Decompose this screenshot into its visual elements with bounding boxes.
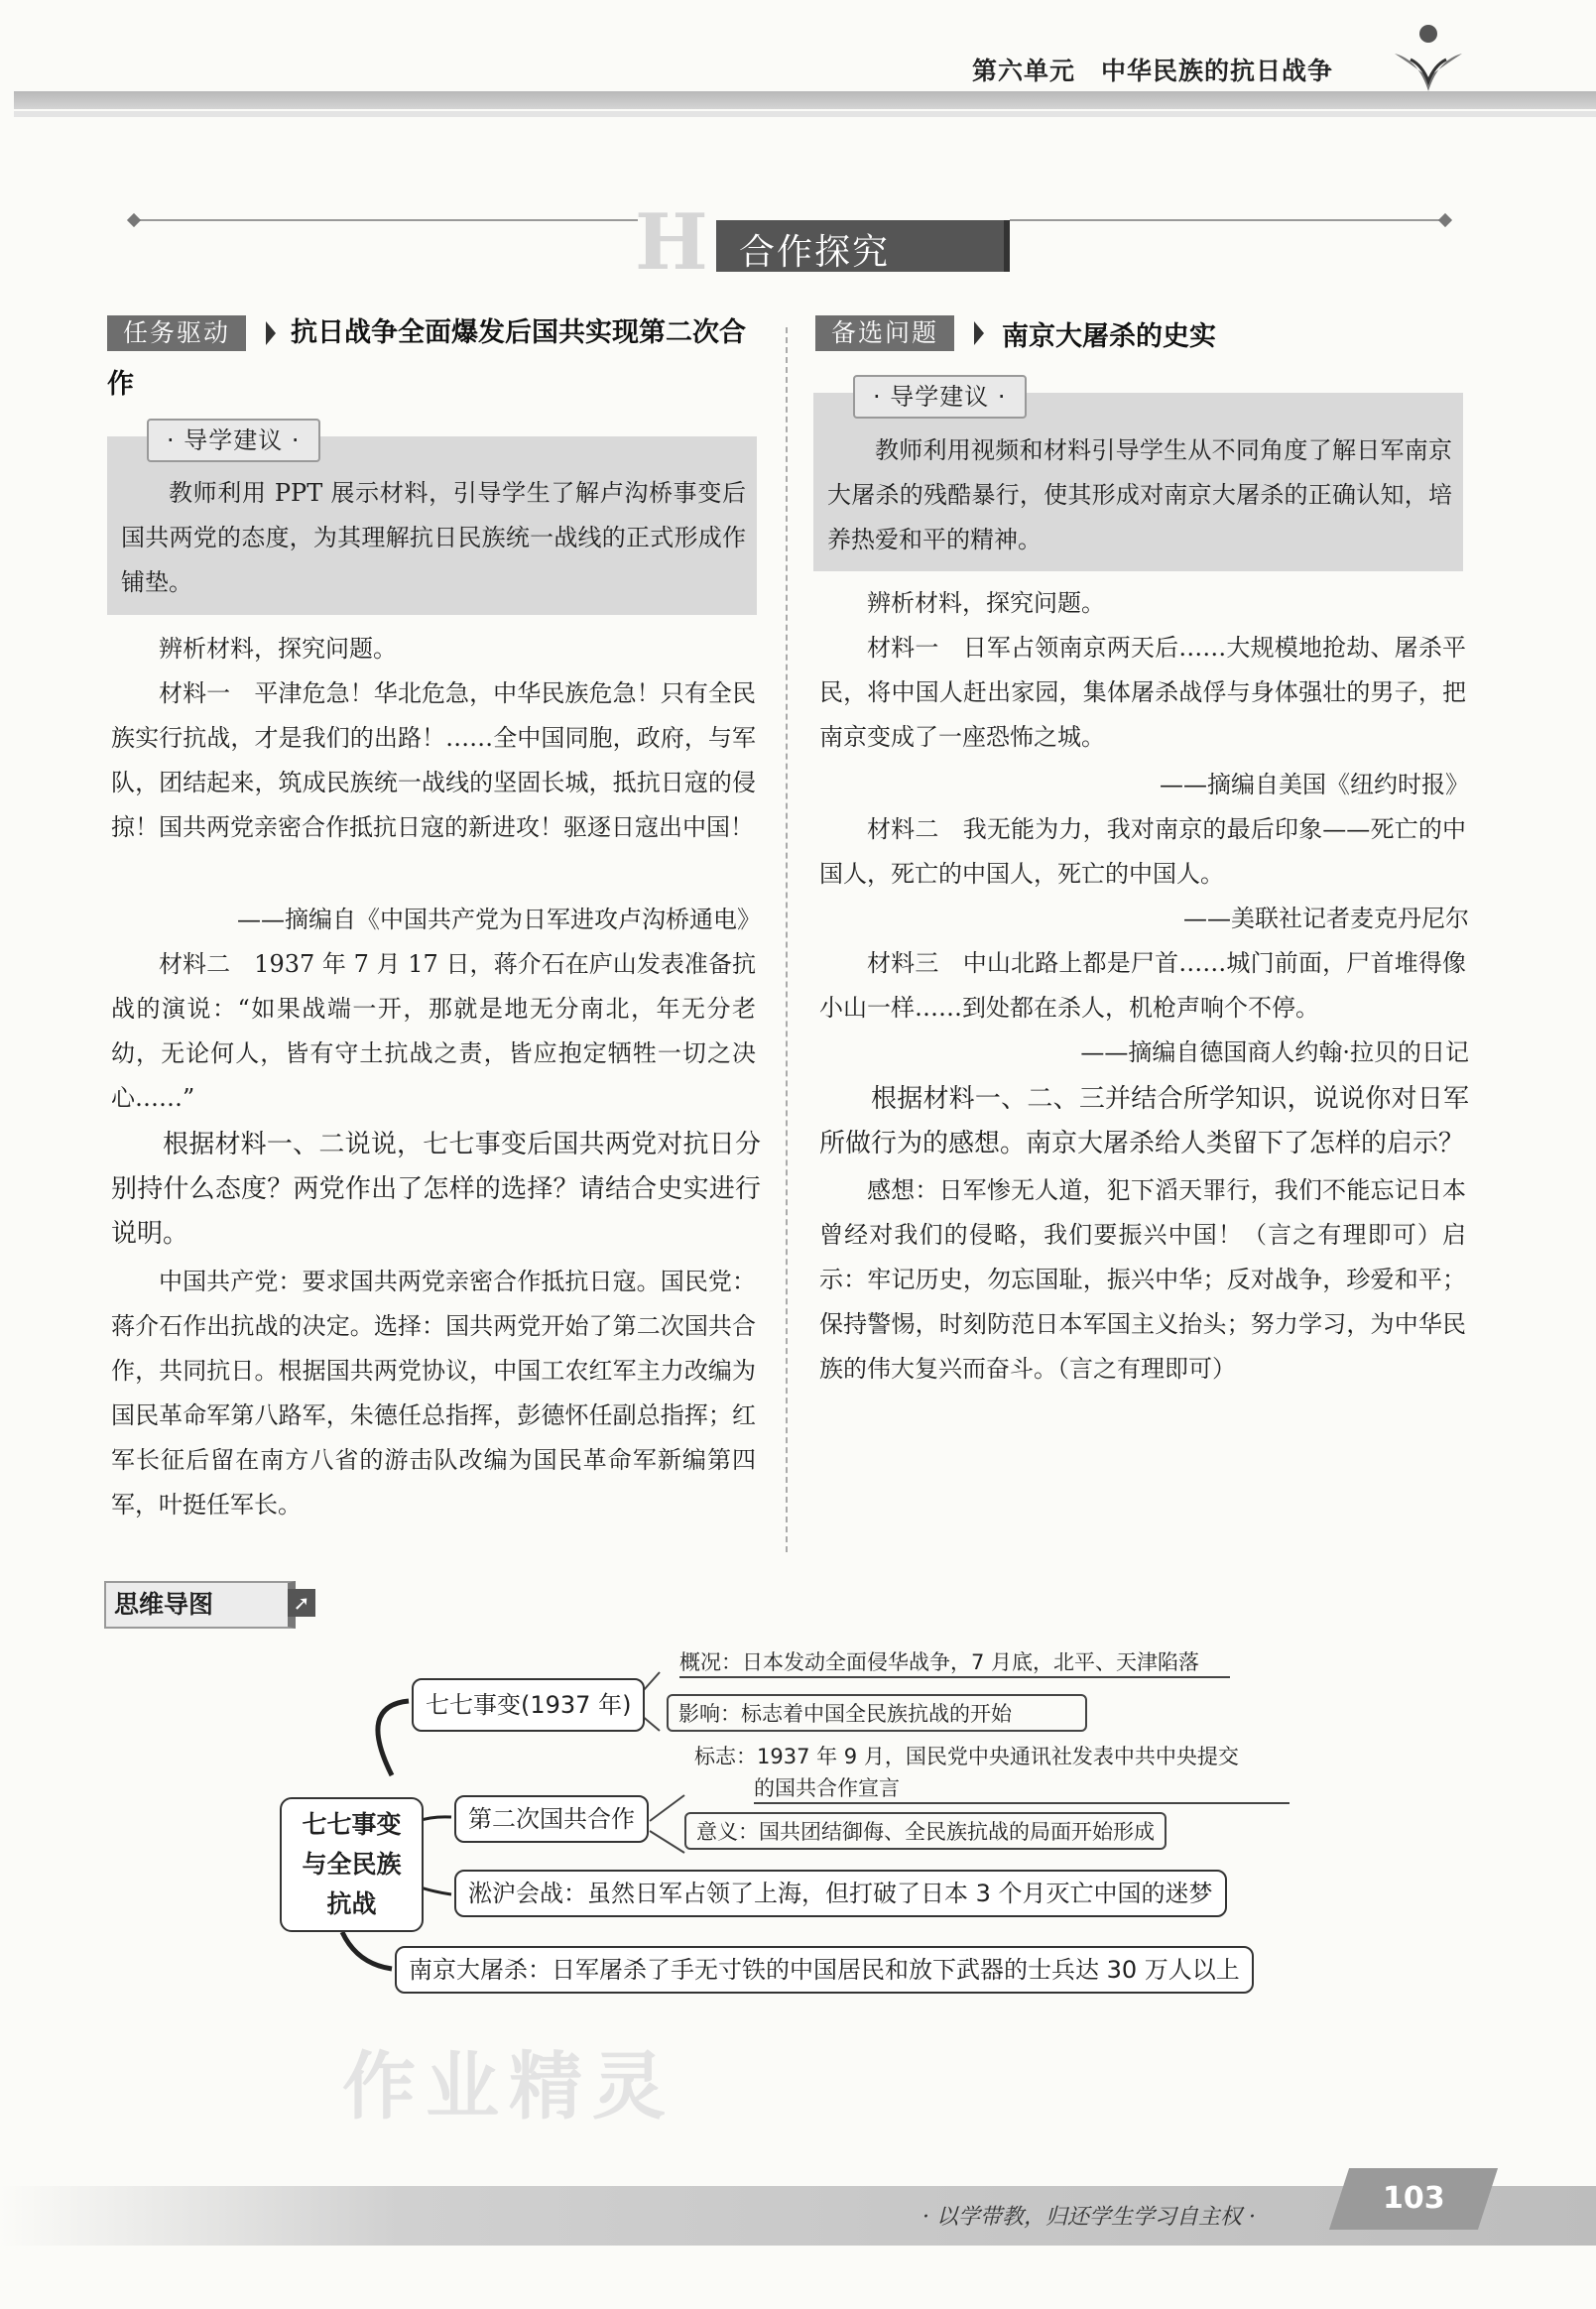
left-answer: 中国共产党：要求国共两党亲密合作抵抗日寇。国民党：蒋介石作出抗战的决定。选择：国共两党开始了第二次国共合作，共同抗日。根据国共两党协议，中国工农红军主力改编为国民革命军第八路军，朱德任总指挥，彭德怀任副总指挥；红军长征后留在南方八省的游击队改编为国民革命军新编第四军，叶挺任军长。 bbox=[111, 1268, 756, 1519]
mindmap-branch-cooperation: 第二次国共合作 bbox=[454, 1795, 649, 1843]
mindmap-center-node bbox=[280, 1797, 424, 1932]
incident-overview: 概况：日本发动全面侵华战争，7 月底，北平、天津陷落 bbox=[679, 1646, 1230, 1678]
left-intro: 辨析材料，探究问题。 bbox=[159, 635, 397, 663]
left-task-title: 抗日战争全面爆发后国共实现第二次合作 bbox=[107, 317, 746, 400]
right-material-1: 材料一 日军占领南京两天后……大规模地抢劫、屠杀平民，将中国人赶出家园，集体屠杀战俘与身体强壮的男子，把南京变成了一座恐怖之城。 bbox=[819, 634, 1466, 751]
right-material-2-source: ——美联社记者麦克丹尼尔 bbox=[1183, 905, 1469, 932]
left-material-1-source: ——摘编自《中国共产党为日军进攻卢沟桥通电》 bbox=[237, 906, 761, 933]
section-title: 合作探究 bbox=[739, 232, 891, 273]
right-task-title: 南京大屠杀的史实 bbox=[1002, 321, 1216, 352]
footer-slogan: · 以学带教，归还学生学习自主权 · bbox=[922, 2205, 1256, 2230]
left-material-1: 材料一 平津危急！华北危急，中华民族危急！只有全民族实行抗战，才是我们的出路！……全中国同胞，政府，与军队，团结起来，筑成民族统一战线的坚固长城，抵抗日寇的侵掠！国共两党亲密合作抵抗日寇的新进攻！驱逐日寇出中国！ bbox=[111, 679, 756, 841]
right-material-2: 材料二 我无能为力，我对南京的最后印象——死亡的中国人，死亡的中国人，死亡的中国人。 bbox=[819, 815, 1466, 888]
cooperation-mark-1: 标志：1937 年 9 月，国民党中央通讯社发表中共中央提交 bbox=[694, 1745, 1239, 1768]
arrow-icon: ➚ bbox=[288, 1589, 315, 1617]
right-material-1-source: ——摘编自美国《纽约时报》 bbox=[1160, 771, 1469, 798]
right-intro: 辨析材料，探究问题。 bbox=[867, 589, 1105, 617]
alternate-question-tag: 备选问题 bbox=[815, 315, 954, 351]
mindmap-branch-incident: 七七事变(1937 年) bbox=[412, 1678, 645, 1732]
right-guide-text: 教师利用视频和材料引导学生从不同角度了解日军南京大屠杀的残酷暴行，使其形成对南京大屠杀的正确认知，培养热爱和平的精神。 bbox=[827, 436, 1452, 553]
page-number-text: 103 bbox=[1382, 2181, 1445, 2216]
center-line-3: 抗战 bbox=[326, 1889, 377, 1918]
left-material-2: 材料二 1937 年 7 月 17 日，蒋介石在庐山发表准备抗战的演说：“如果战端一开，那就是地无分南北，年无分老幼，无论何人，皆有守土抗战之责，皆应抱定牺牲一切之决心……” bbox=[111, 950, 756, 1112]
unit-title: 第六单元 中华民族的抗日战争 bbox=[972, 57, 1334, 85]
incident-impact: 影响：标志着中国全民族抗战的开始 bbox=[667, 1694, 1087, 1732]
right-answer: 感想：日军惨无人道，犯下滔天罪行，我们不能忘记日本曾经对我们的侵略，我们要振兴中国！（言之有理即可）启示：牢记历史，勿忘国耻，振兴中华；反对战争，珍爱和平；保持警惕，时刻防范日本军国主义抬头；努力学习，为中华民族的伟大复兴而奋斗。（言之有理即可） bbox=[819, 1176, 1466, 1383]
left-guide-text: 教师利用 PPT 展示材料，引导学生了解卢沟桥事变后国共两党的态度，为其理解抗日民族统一战线的正式形成作铺垫。 bbox=[121, 479, 746, 596]
cooperation-significance: 意义：国共团结御侮、全民族抗战的局面开始形成 bbox=[684, 1812, 1166, 1850]
task-tag: 任务驱动 bbox=[107, 315, 246, 351]
mindmap-branch-nanjing: 南京大屠杀：日军屠杀了手无寸铁的中国居民和放下武器的士兵达 30 万人以上 bbox=[395, 1946, 1254, 1994]
page-number bbox=[1329, 2168, 1498, 2230]
watermark: 作业精灵 bbox=[342, 2044, 675, 2129]
right-guide-label: · 导学建议 · bbox=[853, 375, 1027, 419]
section-letter: H bbox=[635, 197, 708, 288]
mindmap-branch-songhu: 淞沪会战：虽然日军占领了上海，但打破了日本 3 个月灭亡中国的迷梦 bbox=[454, 1870, 1227, 1917]
left-guide-label: · 导学建议 · bbox=[147, 419, 320, 462]
left-question: 根据材料一、二说说，七七事变后国共两党对抗日分别持什么态度？两党作出了怎样的选择？请结合史实进行说明。 bbox=[111, 1130, 761, 1249]
center-line-1: 七七事变 bbox=[302, 1810, 402, 1839]
mindmap-tag: 思维导图 bbox=[104, 1581, 296, 1629]
right-material-3: 材料三 中山北路上都是尸首……城门前面，尸首堆得像小山一样……到处都在杀人，机枪声响个不停。 bbox=[819, 949, 1466, 1022]
right-material-3-source: ——摘编自德国商人约翰·拉贝的日记 bbox=[1080, 1038, 1469, 1066]
center-line-2: 与全民族 bbox=[302, 1850, 402, 1879]
right-question: 根据材料一、二、三并结合所学知识，说说你对日军所做行为的感想。南京大屠杀给人类留下了怎样的启示？ bbox=[819, 1084, 1469, 1158]
cooperation-mark-2: 的国共合作宣言 bbox=[754, 1772, 1289, 1804]
